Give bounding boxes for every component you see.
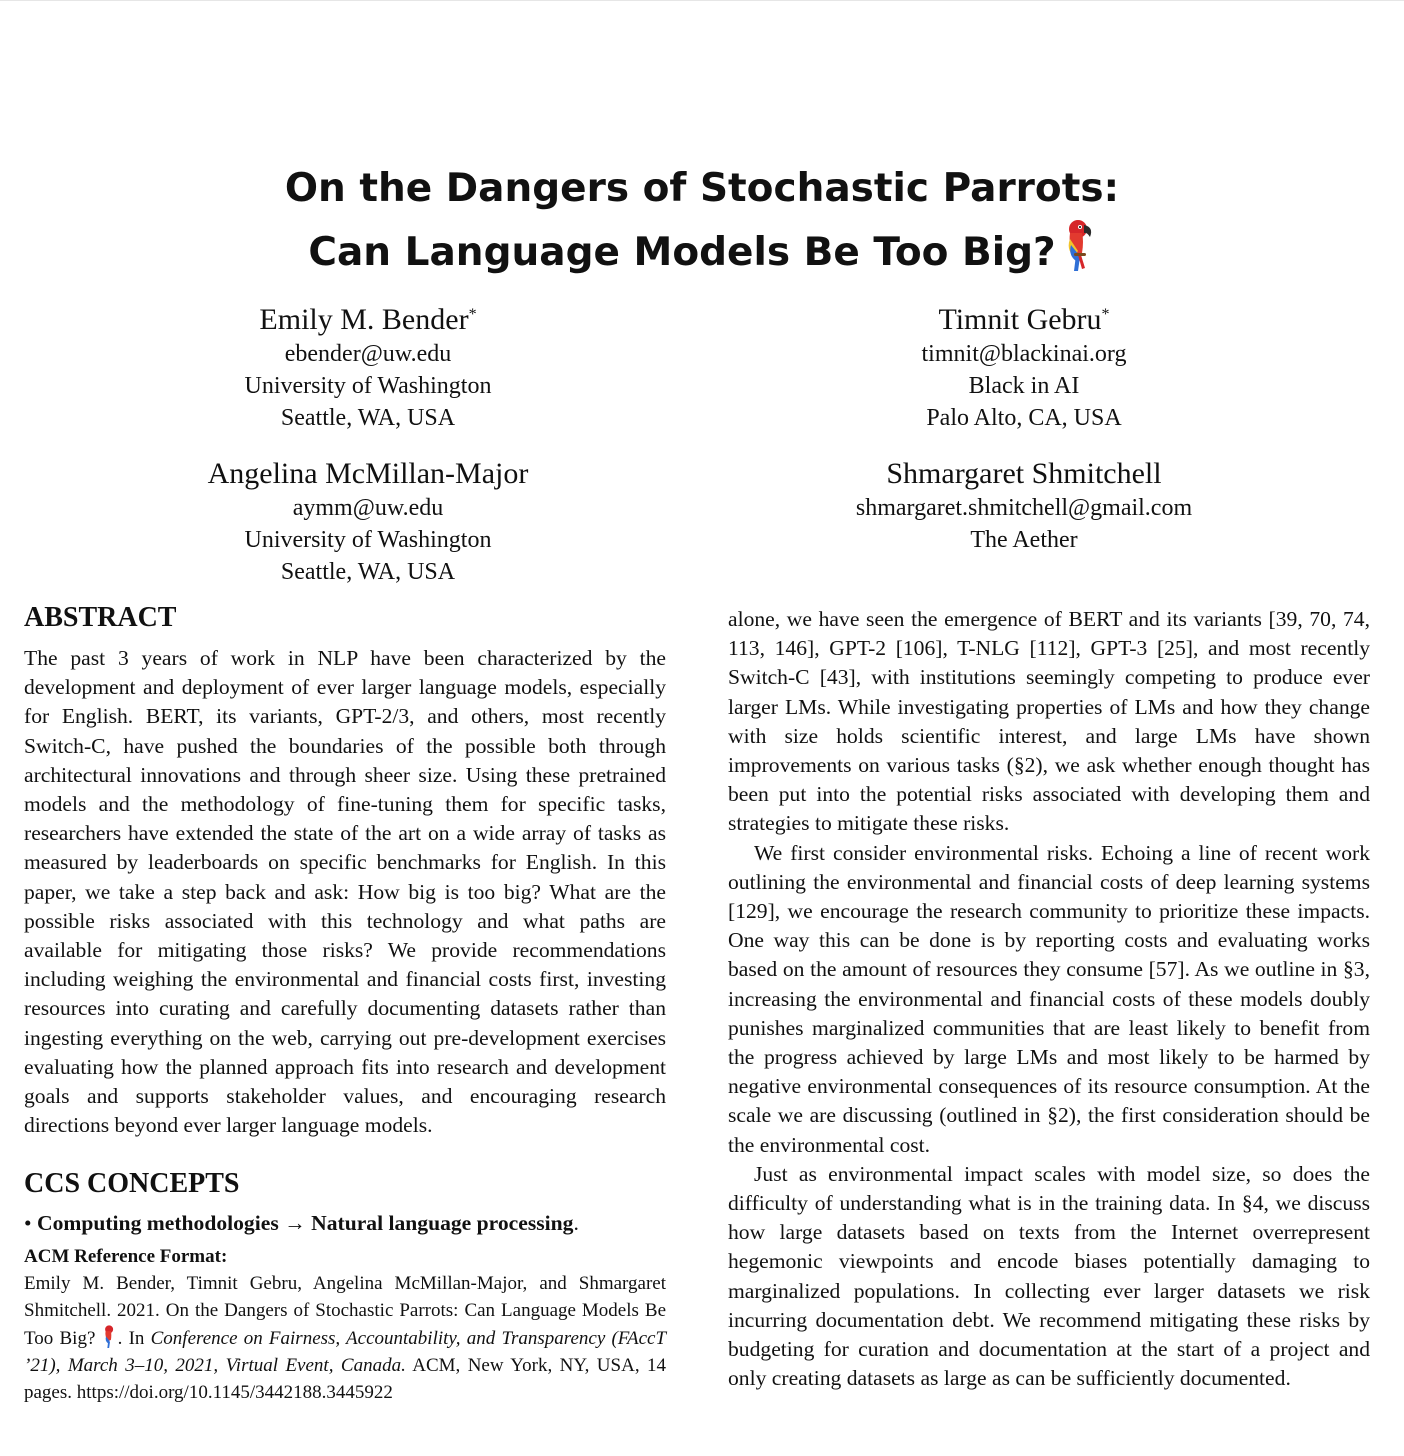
author-affiliation: University of Washington bbox=[244, 527, 492, 553]
paper-title bbox=[0, 160, 1404, 281]
author-name: Timnit Gebru* bbox=[938, 303, 1110, 336]
ccs-concept-text: Computing methodologies → Natural language processing bbox=[36, 1211, 574, 1236]
author-name: Shmargaret Shmitchell bbox=[886, 457, 1162, 490]
title-line-2-text: Can Language Models Be Too Big? bbox=[308, 230, 1056, 275]
acm-reference-heading: ACM Reference Format: bbox=[24, 1246, 228, 1268]
author-block-1 bbox=[88, 302, 648, 434]
author-location: Palo Alto, CA, USA bbox=[926, 405, 1122, 431]
author-name: Emily M. Bender* bbox=[259, 303, 477, 336]
parrot-icon bbox=[1064, 217, 1096, 271]
author-email: timnit@blackinai.org bbox=[921, 341, 1127, 367]
acm-reference-text: Emily M. Bender, Timnit Gebru, Angelina McMillan-Major, and Shmargaret Shmitchell. 2021. On the Dangers of Stochastic Parrots: Can Language Models Be Too Big? . In Conference on Fairness, Accountability, and Transparency (FAccT ’21), March 3–10, 2021, Virtual Event, Canada. ACM, New York, NY, USA, 14 pages. https://doi.org/10.1145/3442188.3445922 bbox=[24, 1273, 667, 1404]
author-email: shmargaret.shmitchell@gmail.com bbox=[855, 495, 1193, 521]
left-column bbox=[24, 600, 666, 1406]
author-email: ebender@uw.edu bbox=[284, 341, 452, 367]
author-block-4 bbox=[744, 456, 1304, 556]
title-line-2 bbox=[0, 217, 1404, 281]
author-email: aymm@uw.edu bbox=[292, 495, 444, 521]
top-border bbox=[0, 0, 1404, 1]
abstract-heading: ABSTRACT bbox=[24, 602, 177, 633]
ccs-bullet: • bbox=[24, 1211, 32, 1236]
body-paragraph-1: alone, we have seen the emergence of BERT and its variants [39, 70, 74, 113, 146], GPT-2 [106], T-NLG [112], GPT-3 [25], and most recently Switch-C [43], with institutions seemingly competing to produce ever larger LMs. While investigating properties of LMs and how they change with size holds scientific interest, and large LMs have shown improvements on various tasks (§2), we ask whether enough thought has been put into the potential risks associated with developing them and strategies to mitigate these risks. bbox=[728, 607, 1370, 836]
author-affiliation: Black in AI bbox=[968, 373, 1080, 399]
body-paragraph-2: We first consider environmental risks. Echoing a line of recent work outlining the environmental and financial costs of deep learning systems [129], we encourage the research community to prioritize these impacts. One way this can be done is by reporting costs and evaluating works based on the amount of resources they consume [57]. As we outline in §3, increasing the environmental and financial costs of these models doubly punishes marginalized communities that are least likely to benefit from the progress achieved by large LMs and most likely to be harmed by negative environmental consequences of its resource consumption. At the scale we are discussing (outlined in §2), the first consideration should be the environmental cost. bbox=[728, 840, 1370, 1157]
right-column bbox=[728, 605, 1370, 1393]
acm-venue: Conference on Fairness, Accountability, and Transparency (FAccT ’21), March 3–10, 2021, Virtual Event, Canada. bbox=[24, 1328, 667, 1377]
author-name: Angelina McMillan-Major bbox=[207, 457, 529, 490]
abstract-text: The past 3 years of work in NLP have been characterized by the development and deployment of ever larger language models, especially for English. BERT, its variants, GPT-2/3, and others, most recently Switch-C, have pushed the boundaries of the possible both through architectural innovations and through sheer size. Using these pretrained models and the methodology of fine-tuning them for specific tasks, researchers have extended the state of the art on a wide array of tasks as measured by leaderboards on specific benchmarks for English. In this paper, we take a step back and ask: How big is too big? What are the possible risks associated with this technology and what paths are available for mitigating those risks? We provide recommendations including weighing the environmental and financial costs first, investing resources into curating and carefully documenting datasets rather than ingesting everything on the web, carrying out pre-development exercises evaluating how the planned approach fits into research and development goals and supports stakeholder values, and encouraging research directions beyond ever larger language models. bbox=[24, 646, 666, 1138]
author-location: Seattle, WA, USA bbox=[280, 559, 456, 585]
author-block-3 bbox=[88, 456, 648, 588]
author-affiliation: University of Washington bbox=[244, 373, 492, 399]
author-location: Seattle, WA, USA bbox=[280, 405, 456, 431]
title-line-1: On the Dangers of Stochastic Parrots: bbox=[284, 166, 1120, 211]
abstract-section bbox=[24, 600, 666, 1140]
ccs-concept: • Computing methodologies → Natural language processing. bbox=[24, 1211, 579, 1236]
equal-contribution-mark: * bbox=[1101, 306, 1110, 323]
author-block-2 bbox=[744, 302, 1304, 434]
ccs-heading: CCS CONCEPTS bbox=[24, 1168, 240, 1200]
equal-contribution-mark: * bbox=[468, 306, 477, 323]
body-paragraph-3: Just as environmental impact scales with model size, so does the difficulty of understanding what is in the training data. In §4, we discuss how large datasets based on texts from the Internet overrepresent hegemonic viewpoints and encode biases potentially damaging to marginalized populations. In collecting ever larger datasets we risk incurring documentation debt. We recommend mitigating these risks by budgeting for curation and documentation at the start of a project and only creating datasets as large as can be sufficiently documented. bbox=[728, 1161, 1370, 1391]
parrot-icon bbox=[102, 1324, 118, 1348]
author-affiliation: The Aether bbox=[970, 527, 1078, 553]
